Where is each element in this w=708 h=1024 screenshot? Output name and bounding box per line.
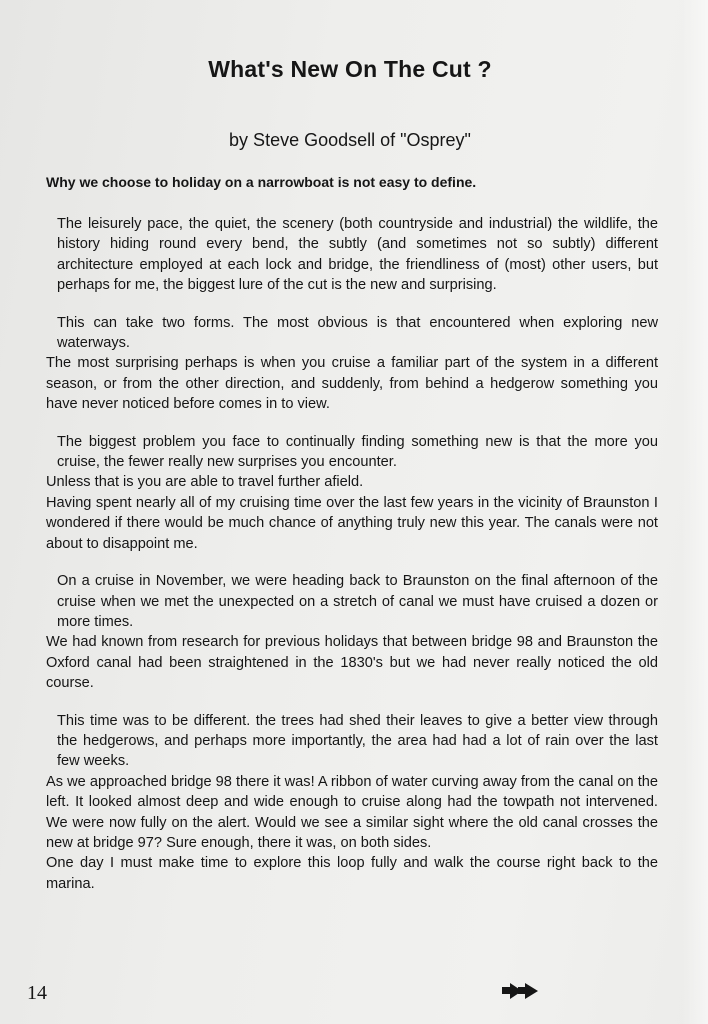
article-lead: Why we choose to holiday on a narrowboat is not easy to define. bbox=[46, 174, 477, 190]
paragraph bbox=[46, 432, 658, 554]
article-body bbox=[46, 214, 658, 911]
paragraph bbox=[46, 711, 658, 895]
article-title: What's New On The Cut ? bbox=[208, 56, 492, 82]
paragraph bbox=[46, 214, 658, 296]
paragraph-line: This can take two forms. The most obvious is that encountered when exploring new waterways. bbox=[57, 314, 658, 352]
paragraph-line: The leisurely pace, the quiet, the scenery (both countryside and industrial) the wildlife, the history hiding round every bend, the subtly (and sometimes not so subtly) different architecture employed at each lock and bridge, the friendliness of (most) other users, but perhaps for me, the biggest lure of the cut is the new and surprising. bbox=[57, 216, 658, 294]
paragraph-line: The biggest problem you face to continually finding something new is that the more you cruise, the fewer really new surprises you encounter. bbox=[57, 433, 658, 471]
paragraph-line: We had known from research for previous holidays that between bridge 98 and Braunston the Oxford canal had been straightened in the 1830's but we had never really noticed the old course. bbox=[46, 634, 658, 692]
paragraph-line: Unless that is you are able to travel further afield. bbox=[46, 474, 364, 491]
paragraph bbox=[46, 313, 658, 415]
paragraph-line: The most surprising perhaps is when you cruise a familiar part of the system in a different season, or from the other direction, and suddenly, from behind a hedgerow something you have never noticed before comes in to view. bbox=[46, 355, 658, 413]
paragraph-line: As we approached bridge 98 there it was! A ribbon of water curving away from the canal on the left. It looked almost deep and wide enough to cruise along had the towpath not intervened. We were now fully on the alert. Would we see a similar sight where the old canal crosses the new at bridge 97? Sure enough, there it was, on both sides. bbox=[46, 773, 658, 851]
paragraph-line: One day I must make time to explore this loop fully and walk the course right back to the marina. bbox=[46, 855, 658, 892]
double-arrow-right-icon bbox=[501, 982, 539, 1000]
paragraph-line: Having spent nearly all of my cruising time over the last few years in the vicinity of Braunston I wondered if there would be much chance of anything truly new this year. The canals were not about to disappoint me. bbox=[46, 494, 658, 552]
article-byline: by Steve Goodsell of "Osprey" bbox=[229, 130, 471, 150]
paragraph-line: On a cruise in November, we were heading back to Braunston on the final afternoon of the cruise when we met the unexpected on a stretch of canal we must have cruised a dozen or more times. bbox=[57, 573, 658, 630]
paragraph bbox=[46, 571, 658, 693]
paragraph-line: This time was to be different. the trees had shed their leaves to give a better view through the hedgerows, and perhaps more importantly, the area had had a lot of rain over the last few weeks. bbox=[57, 712, 658, 770]
page-number: 14 bbox=[27, 982, 47, 1004]
